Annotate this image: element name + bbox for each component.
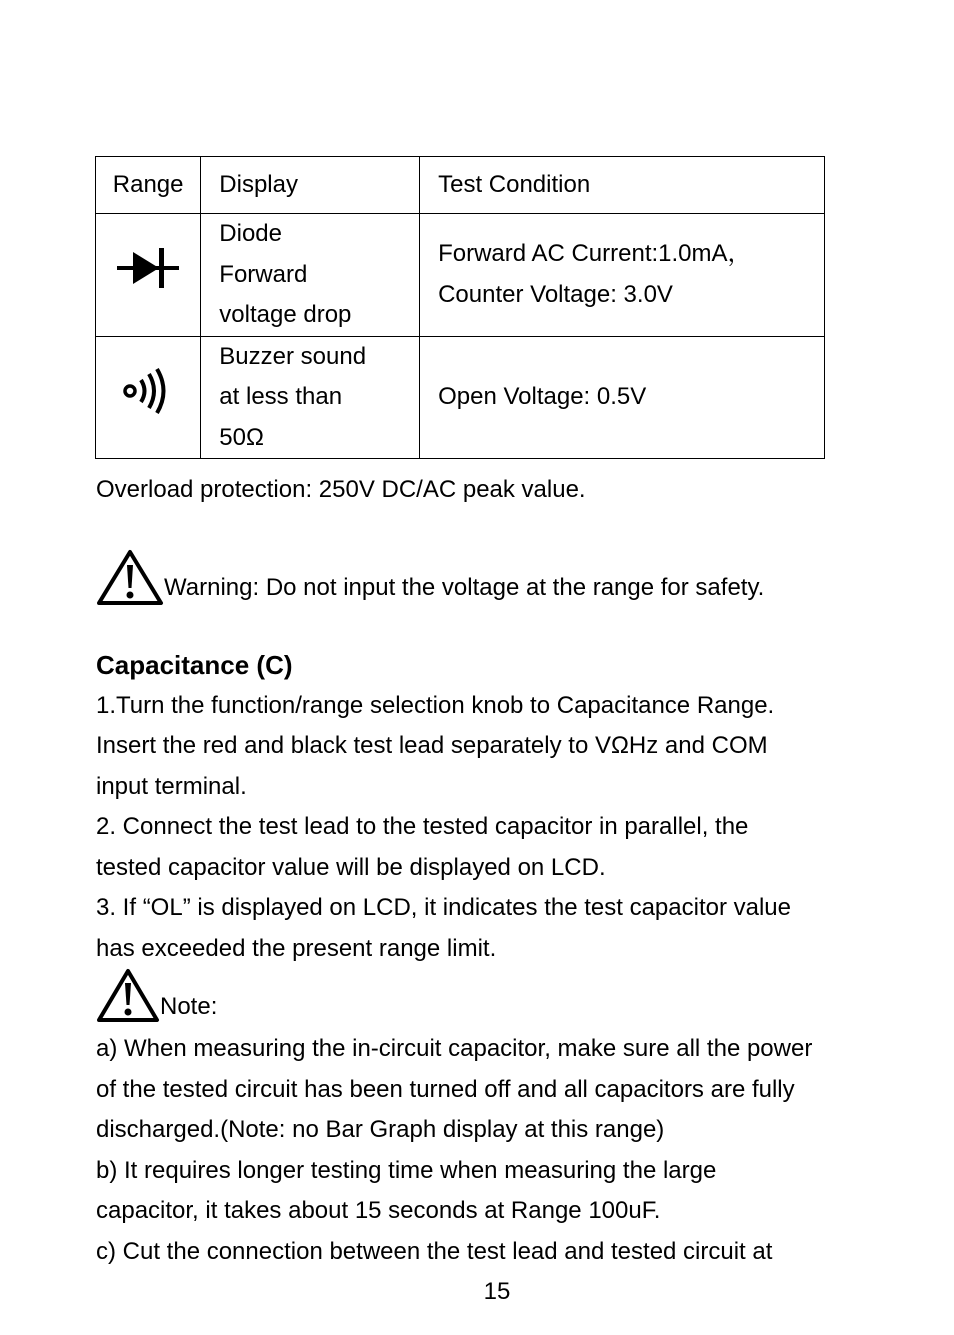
range-cell [96, 336, 201, 459]
section-line: 3. If “OL” is displayed on LCD, it indicates the test capacitor value [96, 894, 792, 921]
note-line-text: a) When measuring the in-circuit capacitor, make sure all the power [96, 1035, 813, 1062]
section-line: tested capacitor value will be displayed on LCD. [96, 853, 606, 881]
note-line-text: b) It requires longer testing time when measuring the large [96, 1156, 717, 1184]
note-line-text: c) Cut the connection between the test lead and tested circuit at [96, 1237, 773, 1265]
table-header-row [96, 157, 825, 214]
display-line: Diode [219, 220, 283, 247]
note-label: Note: [160, 993, 218, 1020]
buzzer-icon [122, 366, 174, 416]
overload-text: Overload protection: 250V DC/AC peak value. [96, 476, 586, 503]
condition-line: Forward AC Current:1.0mA， [438, 240, 752, 268]
section-line: input terminal. [96, 772, 247, 800]
page-number: 15 [483, 1278, 511, 1305]
note-block [96, 1029, 916, 1272]
range-cell [96, 214, 201, 337]
note-line-text: capacitor, it takes about 15 seconds at Range 100uF. [96, 1197, 661, 1224]
overload-text-block [96, 470, 916, 511]
condition-cell [420, 336, 825, 459]
section-line: Insert the red and black test lead separately to VΩHz and COM [96, 732, 768, 759]
display-cell [201, 336, 420, 459]
display-line: voltage drop [219, 301, 352, 328]
warning-triangle-icon [96, 967, 160, 1023]
warning-text: Warning: Do not input the voltage at the range for safety. [164, 574, 765, 601]
table-row [96, 336, 825, 459]
header-display: Display [201, 157, 420, 214]
section-line: 1.Turn the function/range selection knob to Capacitance Range. [96, 691, 775, 719]
table-row [96, 214, 825, 337]
header-range: Range [96, 157, 201, 214]
diode-icon [117, 244, 179, 292]
warning-triangle-icon [96, 548, 164, 606]
display-line: Forward [219, 260, 308, 288]
display-line: Buzzer sound [219, 342, 367, 370]
section-heading: Capacitance (C) [96, 650, 293, 680]
warning-line [96, 548, 916, 606]
note-line [96, 967, 916, 1023]
note-line-text: of the tested circuit has been turned off and all capacitors are fully [96, 1075, 795, 1103]
header-test-condition: Test Condition [420, 157, 825, 214]
display-line: 50Ω [219, 423, 264, 451]
condition-line: Open Voltage: 0.5V [438, 383, 647, 410]
condition-line: Counter Voltage: 3.0V [438, 280, 673, 308]
spec-table [95, 156, 825, 459]
capacitance-section [96, 645, 916, 969]
display-line: at less than [219, 383, 343, 410]
section-line: 2. Connect the test lead to the tested capacitor in parallel, the [96, 813, 749, 840]
section-line: has exceeded the present range limit. [96, 934, 497, 962]
condition-cell [420, 214, 825, 337]
note-line-text: discharged.(Note: no Bar Graph display at this range) [96, 1116, 665, 1143]
display-cell [201, 214, 420, 337]
